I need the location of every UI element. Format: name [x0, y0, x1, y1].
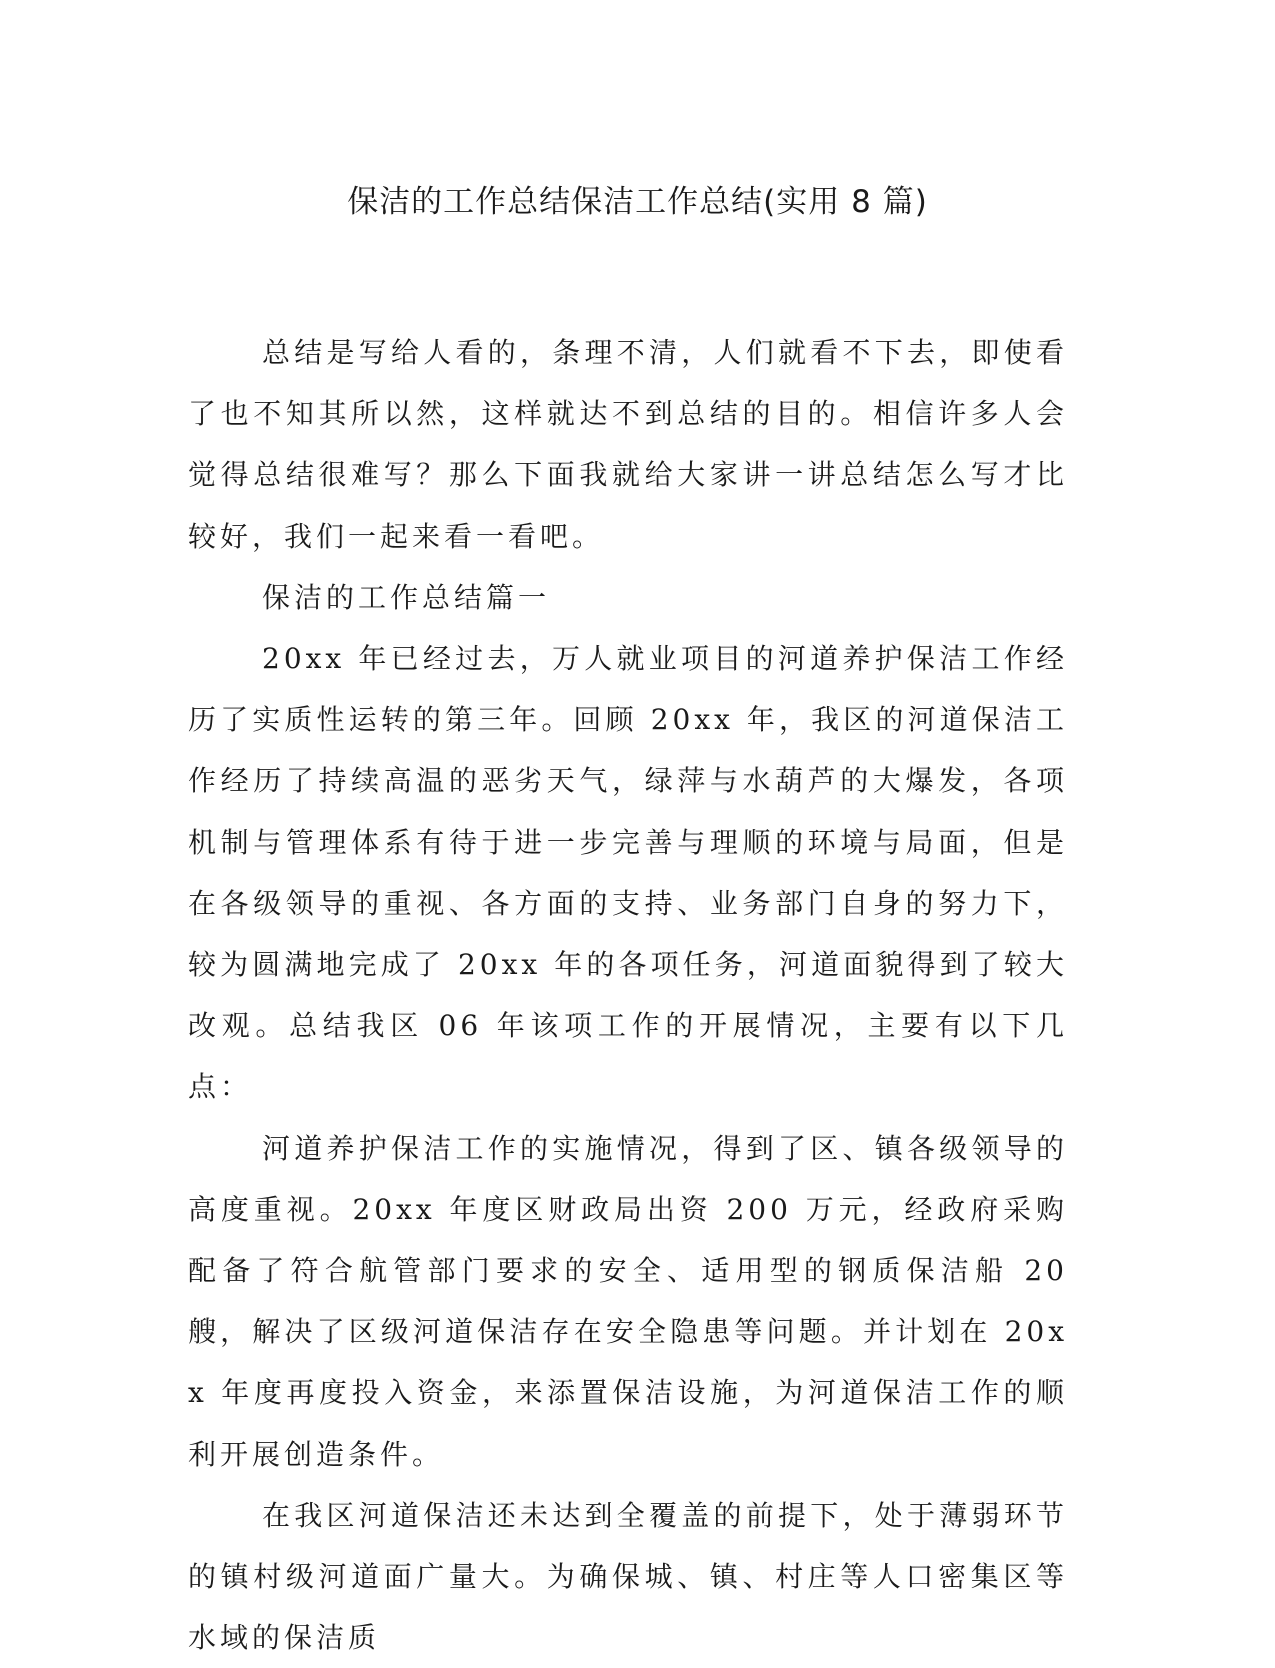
body-paragraph: 在我区河道保洁还未达到全覆盖的前提下，处于薄弱环节的镇村级河道面广量大。为确保城、镇、村庄等人口密集区等水域的保洁质: [188, 1498, 1068, 1655]
document-title: 保洁的工作总结保洁工作总结(实用 8 篇): [347, 184, 928, 220]
body-paragraph: 河道养护保洁工作的实施情况，得到了区、镇各级领导的高度重视。20xx 年度区财政局出资 200 万元，经政府采购配备了符合航管部门要求的安全、适用型的钢质保洁船 20 艘，解决了区级河道保洁存在安全隐患等问题。并计划在 20xx 年度再度投入资金，来添置保洁设施，为河道保洁工作的顺利开展创造条件。: [188, 1131, 1068, 1471]
intro-paragraph: 总结是写给人看的，条理不清，人们就看不下去，即使看了也不知其所以然，这样就达不到总结的目的。相信许多人会觉得总结很难写？那么下面我就给大家讲一讲总结怎么写才比较好，我们一起来看一看吧。: [188, 336, 1068, 553]
document-body: [188, 322, 1068, 1668]
section-heading: 保洁的工作总结篇一: [262, 580, 551, 614]
body-paragraph: 20xx 年已经过去，万人就业项目的河道养护保洁工作经历了实质性运转的第三年。回顾 20xx 年，我区的河道保洁工作经历了持续高温的恶劣天气，绿萍与水葫芦的大爆发，各项机制与管理体系有待于进一步完善与理顺的环境与局面，但是在各级领导的重视、各方面的支持、业务部门自身的努力下，较为圆满地完成了 20xx 年的各项任务，河道面貌得到了较大改观。总结我区 06 年该项工作的开展情况，主要有以下几点：: [188, 642, 1068, 1104]
